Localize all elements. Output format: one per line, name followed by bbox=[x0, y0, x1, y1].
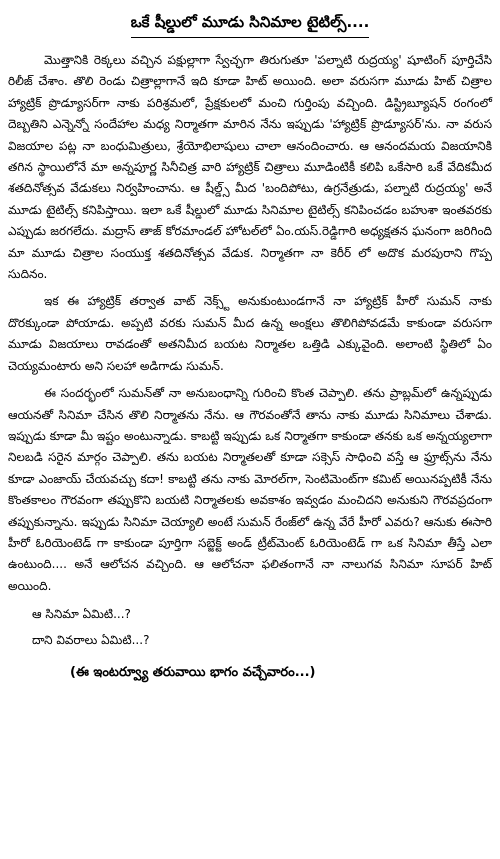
paragraph-2: ఇక ఈ హ్యాట్రిక్ తర్వాత వాట్ నెక్స్ట్ అనుకుంటుండగానే నా హ్యాట్రిక్ హీరో సుమన్ నాకు దొరక్కుండా పోయాడు. అప్పటి వరకు సుమన్ మీద ఉన్న అంక్షలు తొలిగిపోవడమే కాకుండా వరుసగా మూడు విజయాలు రావడంతో అతనిమీద బయట నిర్మాతల ఒత్తిడి ఎక్కువైంది. అలాంటి స్థితిలో ఏం చెయ్యమంటారు అని సలహా అడిగాడు సుమన్. bbox=[8, 294, 492, 373]
question-1: ఆ సినిమా ఏమిటి...? bbox=[32, 607, 131, 622]
paragraph-3: ఈ సందర్భంలో సుమన్‌తో నా అనుబంధాన్ని గురించి కొంత చెప్పాలి. తను ప్రాబ్లమ్‌లో ఉన్నప్పుడు ఆయనతో సినిమా చేసిన తొలి నిర్మాతను నేను. ఆ గౌరవంతోనే తాను నాకు మూడు సినిమాలు చేశాడు. ఇప్పుడు కూడా మీ ఇష్టం అంటున్నాడు. కాబట్టి ఇప్పుడు ఒక నిర్మాతగా కాకుండా తనకు ఒక అన్నయ్యలాగా నిలబడి సరైన మార్గం చెప్పాలి. తను బయట నిర్మాతలతో కూడా సక్సెస్ సాధించి వస్తే ఆ ఫ్రూట్స్‌ను నేను కూడా ఎంజాయ్ చేయవచ్చు కదా! కాబట్టి తను నాకు మోరల్‌గా, సెంటిమెంట్‌గా కమిట్ అయినప్పటికీ నేను కొంతకాలం గౌరవంగా తప్పుకొని బయటి నిర్మాతలకు అవకాశం ఇవ్వడం మంచిదని అనుకుని గౌరవప్రదంగా తప్పుకున్నాను. ఇప్పుడు సినిమా చెయ్యాలి అంటే సుమన్ రేంజ్‌లో ఉన్న వేరే హీరో ఎవరు? ఆనుకు ఈసారి హీరో ఓరియెంటెడ్ గా కాకుండా పూర్తిగా సబ్జెక్ట్ అండ్ ట్రీట్‌మెంట్ ఓరియెంటెడ్ గా ఒక సినిమా తీస్తే ఎలా ఉంటుంది.... అనే ఆలోచన వచ్చింది. ఆ ఆలోచనా ఫలితంగానే నా నాలుగవ సినిమా సూపర్ హిట్ అయింది. bbox=[8, 386, 492, 593]
paragraph-1: మొత్తానికి రెక్కలు వచ్చిన పక్షుల్లాగా స్వేచ్ఛగా తిరుగుతూ 'పల్నాటి రుద్రయ్య' షూటింగ్ పూర్తిచేసి రిలీజ్ చేశాం. తొలి రెండు చిత్రాల్లాగానే ఇది కూడా హిట్ అయింది. అలా వరుసగా మూడు హిట్ చిత్రాల హ్యాట్రిక్ ప్రొడ్యూసర్‌గా నాకు పరిశ్రమలో, ప్రేక్షకులలో మంచి గుర్తింపు వచ్చింది. డిస్ట్రిబ్యూషన్ రంగంలో దెబ్బతిని ఎన్నెన్నో సందేహాల మధ్య నిర్మాతగా మారిన నేను ఇప్పుడు 'హ్యాట్రిక్ ప్రొడ్యూసర్'ను. నా వరుస విజయాల పట్ల నా బంధుమిత్రులు, శ్రేయోభిలాషులు చాలా ఆనందించారు. ఆ ఆనందమయ విజయానికి తగిన స్థాయిలోనే మా అన్నపూర్ణ సినీచిత్ర వారి హ్యాట్రిక్ చిత్రాలు మూడింటికీ కలిపి ఒకేసారి ఒకే వేదికమీద శతదినోత్సవ వేడుకలు నిర్వహించాను. ఆ షీల్డ్స్ మీద 'బందిపోటు, ఉగ్రనేత్రుడు, పల్నాటి రుద్రయ్య' అనే మూడు టైటిల్స్ కనిపిస్తాయి. ఇలా ఒకే షీల్డులో మూడు సినిమాల టైటిల్స్ కనిపించడం బహుశా ఇంతవరకు ఎప్పుడు జరగలేదు. మద్రాస్ తాజ్ కోరమాండల్ హోటల్‌లో ఏం.యస్.రెడ్డిగారి అధ్యక్షతన ఘనంగా జరిగింది మా మూడు చిత్రాల సంయుక్త శతదినోత్సవ వేడుక. నిర్మాతగా నా కెరీర్ లో అదొక మరపురాని గొప్ప సుదినం. bbox=[8, 53, 492, 282]
article-title: ఒకే షీల్డులో మూడు సినిమాల టైటిల్స్.... bbox=[131, 13, 370, 38]
continued-note: (ఈ ఇంటర్వ్యూ తరువాయి భాగం వచ్చేవారం...) bbox=[70, 665, 316, 681]
question-2: దాని వివరాలు ఏమిటి...? bbox=[32, 633, 150, 648]
title-container bbox=[8, 12, 492, 38]
